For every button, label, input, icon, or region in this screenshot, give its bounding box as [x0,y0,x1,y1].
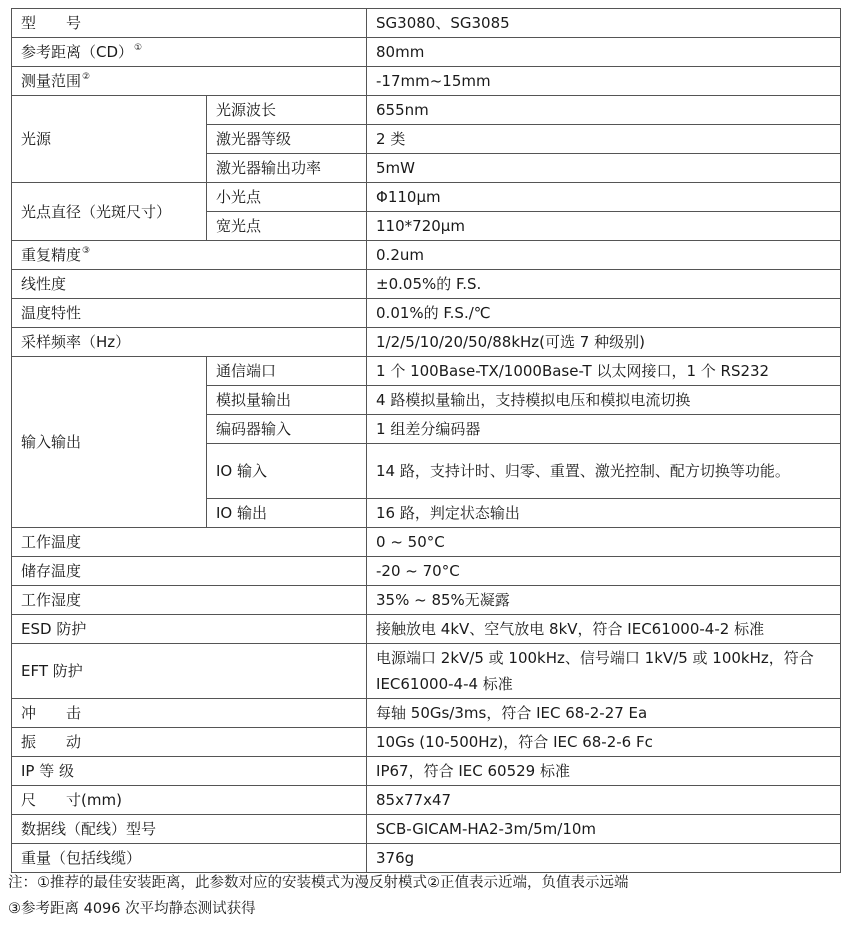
table-row [12,557,841,586]
row-label: 线性度 [12,270,367,299]
row-label: 数据线（配线）型号 [12,815,367,844]
sub-label: IO 输出 [207,499,367,528]
row-label [12,38,367,67]
row-value: 接触放电 4kV、空气放电 8kV，符合 IEC61000-4-2 标准 [367,615,841,644]
row-value: 16 路，判定状态输出 [367,499,841,528]
table-row [12,528,841,557]
table-row [12,299,841,328]
row-value: 655nm [367,96,841,125]
row-label: 温度特性 [12,299,367,328]
row-value: -17mm~15mm [367,67,841,96]
sub-label: 激光器等级 [207,125,367,154]
row-label: 采样频率（Hz） [12,328,367,357]
row-label: 型 号 [12,9,367,38]
group-label: 光点直径（光斑尺寸） [12,183,207,241]
row-value: 80mm [367,38,841,67]
row-value: SG3080、SG3085 [367,9,841,38]
row-value: ±0.05%的 F.S. [367,270,841,299]
row-label: 尺 寸(mm) [12,786,367,815]
table-row [12,844,841,873]
table-row [12,328,841,357]
footnotes [8,870,629,922]
row-label: 工作湿度 [12,586,367,615]
row-label: 重量（包括线缆） [12,844,367,873]
table-row [12,644,841,699]
table-row [12,786,841,815]
row-label-text: 重复精度 [21,246,82,264]
row-value: 0.01%的 F.S./℃ [367,299,841,328]
table-row [12,586,841,615]
row-label [12,67,367,96]
row-value: 110*720μm [367,212,841,241]
footnote-line: 注：①推荐的最佳安装距离，此参数对应的安装模式为漫反射模式②正值表示近端，负值表示远端 [8,875,629,891]
sub-label: 编码器输入 [207,415,367,444]
row-label: 振 动 [12,728,367,757]
footnote-line: ③参考距离 4096 次平均静态测试获得 [8,901,256,917]
group-label: 输入输出 [12,357,207,528]
row-value: 35% ~ 85%无凝露 [367,586,841,615]
footnote-mark: ③ [82,246,91,256]
table-row [12,38,841,67]
table-row [12,270,841,299]
group-label: 光源 [12,96,207,183]
row-label: 冲 击 [12,699,367,728]
sub-label: 模拟量输出 [207,386,367,415]
row-label: ESD 防护 [12,615,367,644]
sub-label: 激光器输出功率 [207,154,367,183]
row-value: 1 个 100Base-TX/1000Base-T 以太网接口，1 个 RS232 [367,357,841,386]
table-row [12,728,841,757]
row-label-text: 参考距离（CD） [21,43,134,61]
row-value: 4 路模拟量输出，支持模拟电压和模拟电流切换 [367,386,841,415]
table-row [12,615,841,644]
table-row [12,699,841,728]
row-value: 0 ~ 50°C [367,528,841,557]
table-row [12,67,841,96]
table-row [12,357,841,386]
row-label: EFT 防护 [12,644,367,699]
sub-label: 小光点 [207,183,367,212]
footnote-mark: ① [134,43,143,53]
table-row [12,241,841,270]
table-row [12,183,841,212]
spec-table [11,8,841,873]
table-row [12,757,841,786]
row-label: 储存温度 [12,557,367,586]
sub-label: 光源波长 [207,96,367,125]
row-value: 每轴 50Gs/3ms，符合 IEC 68-2-27 Ea [367,699,841,728]
row-value: -20 ~ 70°C [367,557,841,586]
row-label: 工作温度 [12,528,367,557]
sub-label: 通信端口 [207,357,367,386]
table-row [12,9,841,38]
row-value: 1/2/5/10/20/50/88kHz(可选 7 种级别) [367,328,841,357]
row-value: 10Gs (10-500Hz)，符合 IEC 68-2-6 Fc [367,728,841,757]
row-value: 5mW [367,154,841,183]
row-value: 0.2um [367,241,841,270]
row-label [12,241,367,270]
row-label-text: 测量范围 [21,72,82,90]
sub-label: 宽光点 [207,212,367,241]
row-value: 376g [367,844,841,873]
row-value: IP67，符合 IEC 60529 标准 [367,757,841,786]
row-value: SCB-GICAM-HA2-3m/5m/10m [367,815,841,844]
row-value: 2 类 [367,125,841,154]
footnote-mark: ② [82,72,91,82]
table-row [12,815,841,844]
table-row [12,96,841,125]
row-label: IP 等 级 [12,757,367,786]
row-value: 1 组差分编码器 [367,415,841,444]
row-value: Φ110μm [367,183,841,212]
row-value: 85x77x47 [367,786,841,815]
row-value: 电源端口 2kV/5 或 100kHz、信号端口 1kV/5 或 100kHz，符合 IEC61000-4-4 标准 [367,644,841,699]
row-value: 14 路，支持计时、归零、重置、激光控制、配方切换等功能。 [367,444,841,499]
sub-label: IO 输入 [207,444,367,499]
